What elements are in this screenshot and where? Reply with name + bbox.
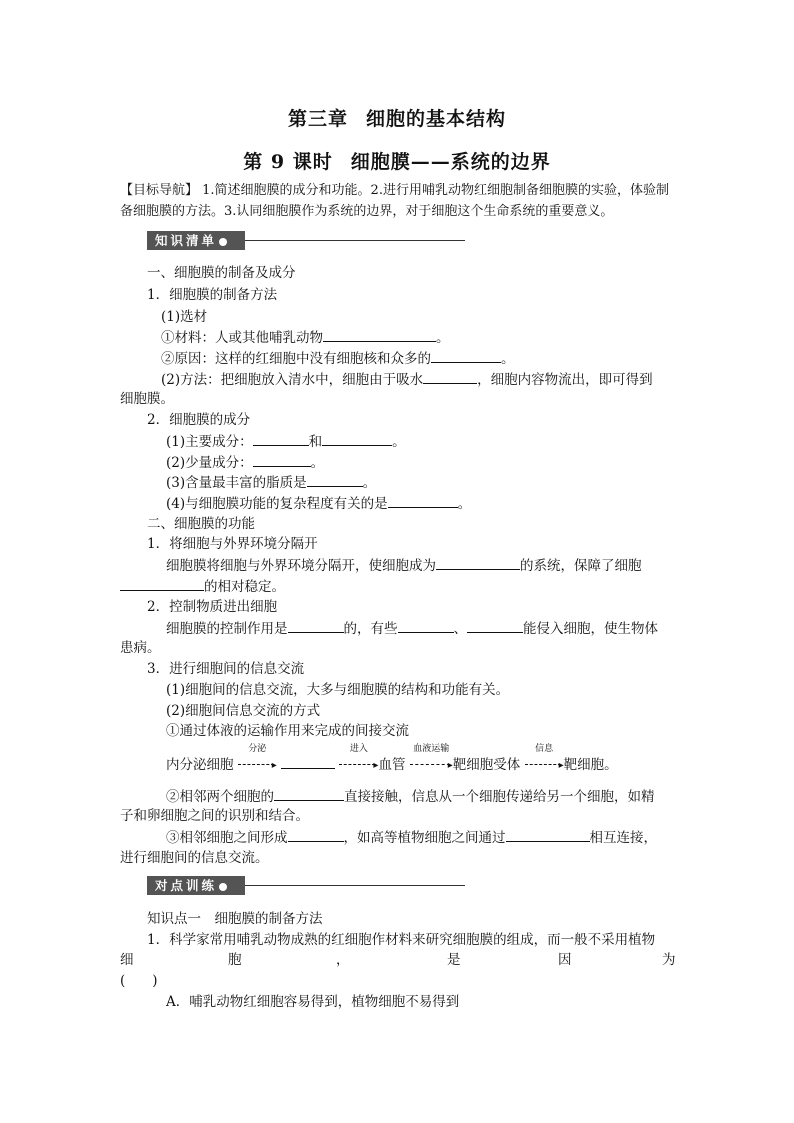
f2-text-2: 的，有些 xyxy=(343,621,398,637)
item-method xyxy=(161,369,653,390)
arrow-right-icon: ▸ xyxy=(447,760,453,771)
item-complexity xyxy=(166,493,471,514)
arrow-right-icon: ▸ xyxy=(373,760,379,771)
flow-arrow-info xyxy=(525,744,564,777)
flow-arrow-enter-label: 进入 xyxy=(349,744,368,754)
goal-text: 1.简述细胞膜的成分和功能。2.进行用哺乳动物红细胞制备细胞膜的实验，体验制备细胞膜的方法。3.认同细胞膜作为系统的边界，对于细胞这个生命系统的重要意义。 xyxy=(120,183,669,219)
item-separate-cont xyxy=(120,576,285,597)
f32c-text: ③相邻细胞之间形成 xyxy=(166,830,288,846)
flow-endocrine-cell: 内分泌细胞 xyxy=(166,757,234,773)
comp3-text: (3)含量最丰富的脂质是 xyxy=(166,475,307,491)
arrow-right-icon: ▸ xyxy=(558,760,564,771)
chapter-number: 第三章 xyxy=(287,108,348,130)
heading-communication: 3．进行细胞间的信息交流 xyxy=(147,661,305,677)
spaced-char: 胞 xyxy=(228,952,242,968)
heading-separate: 1．将细胞与外界环境分隔开 xyxy=(147,536,318,552)
item-communication-2b-cont: 子和卵细胞之间的识别和结合。 xyxy=(120,808,309,824)
answer-blank[interactable] xyxy=(120,576,204,591)
spaced-char: 细 xyxy=(120,952,134,968)
goal-paragraph xyxy=(120,180,676,222)
heading-membrane-prep: 一、细胞膜的制备及成分 xyxy=(147,265,296,281)
spaced-char: 为 xyxy=(662,952,676,968)
material-end: 。 xyxy=(436,330,450,346)
method-text-2: ，细胞内容物流出，即可得到 xyxy=(477,372,653,388)
question-1-answer-paren[interactable]: ( ) xyxy=(120,973,158,989)
flow-arrow-enter xyxy=(339,744,379,777)
comp1-end: 。 xyxy=(392,434,406,450)
question-1-text: 1．科学家常用哺乳动物成熟的红细胞作材料来研究细胞膜的组成，而一般不采用植物 xyxy=(147,932,656,948)
item-richest-lipid xyxy=(166,472,376,493)
comp3-end: 。 xyxy=(362,475,377,491)
answer-blank[interactable] xyxy=(307,472,363,487)
answer-blank[interactable] xyxy=(322,431,392,446)
signal-flow-diagram xyxy=(166,744,618,777)
answer-blank[interactable] xyxy=(436,555,520,570)
comp4-end: 。 xyxy=(457,496,472,512)
lesson-title xyxy=(0,147,794,174)
item-reason xyxy=(161,348,515,369)
comp2-text: (2)少量成分： xyxy=(166,455,253,471)
item-communication-2: (2)细胞间信息交流的方式 xyxy=(166,703,321,719)
item-separate xyxy=(166,555,642,576)
item-communication-2a: ①通过体液的运输作用来完成的间接交流 xyxy=(166,723,409,739)
comp2-end: 。 xyxy=(310,455,325,471)
goal-label: 【目标导航】 xyxy=(120,183,199,198)
section-practice-tab xyxy=(147,876,245,895)
item-communication-2c xyxy=(166,827,657,848)
arrow-right-icon: ▸ xyxy=(271,760,277,771)
reason-end: 。 xyxy=(501,351,515,367)
lesson-number: 第 9 课时 xyxy=(243,151,333,173)
section-knowledge-tab xyxy=(147,231,245,250)
item-main-components xyxy=(166,431,406,452)
heading-membrane-function: 二、细胞膜的功能 xyxy=(147,516,255,532)
section-rule xyxy=(245,885,465,886)
knowledge-point-heading: 知识点一 细胞膜的制备方法 xyxy=(147,911,323,927)
answer-blank[interactable] xyxy=(388,493,458,508)
question-1-option-a[interactable]: A．哺乳动物红细胞容易得到，植物细胞不易得到 xyxy=(166,994,460,1010)
f2-sep: 、 xyxy=(453,621,467,637)
item-material xyxy=(161,327,450,348)
answer-blank[interactable] xyxy=(253,431,309,446)
item-material-select: (1)选材 xyxy=(161,309,208,325)
spaced-char: ， xyxy=(336,952,350,968)
lesson-name: 细胞膜——系统的边界 xyxy=(350,151,551,173)
material-text: ①材料：人或其他哺乳动物 xyxy=(161,330,323,346)
f32c-text-2: ，如高等植物细胞之间通过 xyxy=(343,830,506,846)
item-minor-components xyxy=(166,452,324,473)
flow-target-receptor: 靶细胞受体 xyxy=(452,757,521,773)
f2-text: 细胞膜的控制作用是 xyxy=(166,621,288,637)
item-control-cont: 患病。 xyxy=(120,640,161,656)
section-practice-label: 对点训练 xyxy=(155,878,218,893)
answer-blank[interactable] xyxy=(288,618,344,633)
f32b-text: ②相邻两个细胞的 xyxy=(166,789,274,805)
flow-arrow-transport xyxy=(410,744,453,777)
section-knowledge-label: 知识清单 xyxy=(155,233,218,248)
flow-arrow-transport-label: 血液运输 xyxy=(413,744,450,754)
answer-blank[interactable] xyxy=(323,327,436,342)
answer-blank[interactable] xyxy=(281,754,335,769)
answer-blank[interactable] xyxy=(467,618,523,633)
spaced-char: 因 xyxy=(558,952,572,968)
reason-text: ②原因：这样的红细胞中没有细胞核和众多的 xyxy=(161,351,431,367)
f1-text-2: 的系统，保障了细胞 xyxy=(520,558,642,574)
heading-components: 2．细胞膜的成分 xyxy=(147,412,251,428)
f1-text: 细胞膜将细胞与外界环境分隔开，使细胞成为 xyxy=(166,558,436,574)
heading-control: 2．控制物质进出细胞 xyxy=(147,599,278,615)
bullet-dot-icon xyxy=(219,883,227,891)
flow-target-cell: 靶细胞。 xyxy=(563,757,618,773)
answer-blank[interactable] xyxy=(398,618,454,633)
item-communication-2b xyxy=(166,786,655,807)
item-communication-1: (1)细胞间的信息交流，大多与细胞膜的结构和功能有关。 xyxy=(166,682,510,698)
answer-blank[interactable] xyxy=(423,369,477,384)
answer-blank[interactable] xyxy=(431,348,501,363)
spaced-char: 是 xyxy=(447,952,461,968)
item-communication-2c-cont: 进行细胞间的信息交流。 xyxy=(120,850,269,866)
item-method-cont: 细胞膜。 xyxy=(120,391,174,407)
flow-arrow-info-label: 信息 xyxy=(535,744,554,754)
chapter-title xyxy=(0,104,794,131)
section-rule xyxy=(245,240,465,241)
bullet-dot-icon xyxy=(219,238,227,246)
f1-end: 的相对稳定。 xyxy=(204,579,285,595)
method-text: (2)方法：把细胞放入清水中，细胞由于吸水 xyxy=(161,372,424,388)
answer-blank[interactable] xyxy=(253,452,311,467)
flow-arrow-secrete-label: 分泌 xyxy=(248,744,267,754)
flow-arrow-secrete xyxy=(238,744,277,777)
f32c-text-3: 相互连接， xyxy=(589,830,657,846)
comp4-text: (4)与细胞膜功能的复杂程度有关的是 xyxy=(166,496,388,512)
comp1-and: 和 xyxy=(308,434,323,450)
flow-blood-vessel: 血管 xyxy=(378,757,406,773)
f32b-text-2: 直接接触，信息从一个细胞传递给另一个细胞，如精 xyxy=(344,789,655,805)
f2-text-3: 能侵入细胞，使生物体 xyxy=(523,621,658,637)
answer-blank[interactable] xyxy=(274,786,344,801)
chapter-name: 细胞的基本结构 xyxy=(366,108,507,130)
heading-prep-method: 1．细胞膜的制备方法 xyxy=(147,287,278,303)
item-control xyxy=(166,618,658,639)
answer-blank[interactable] xyxy=(506,827,590,842)
comp1-text: (1)主要成分： xyxy=(166,434,253,450)
answer-blank[interactable] xyxy=(288,827,344,842)
